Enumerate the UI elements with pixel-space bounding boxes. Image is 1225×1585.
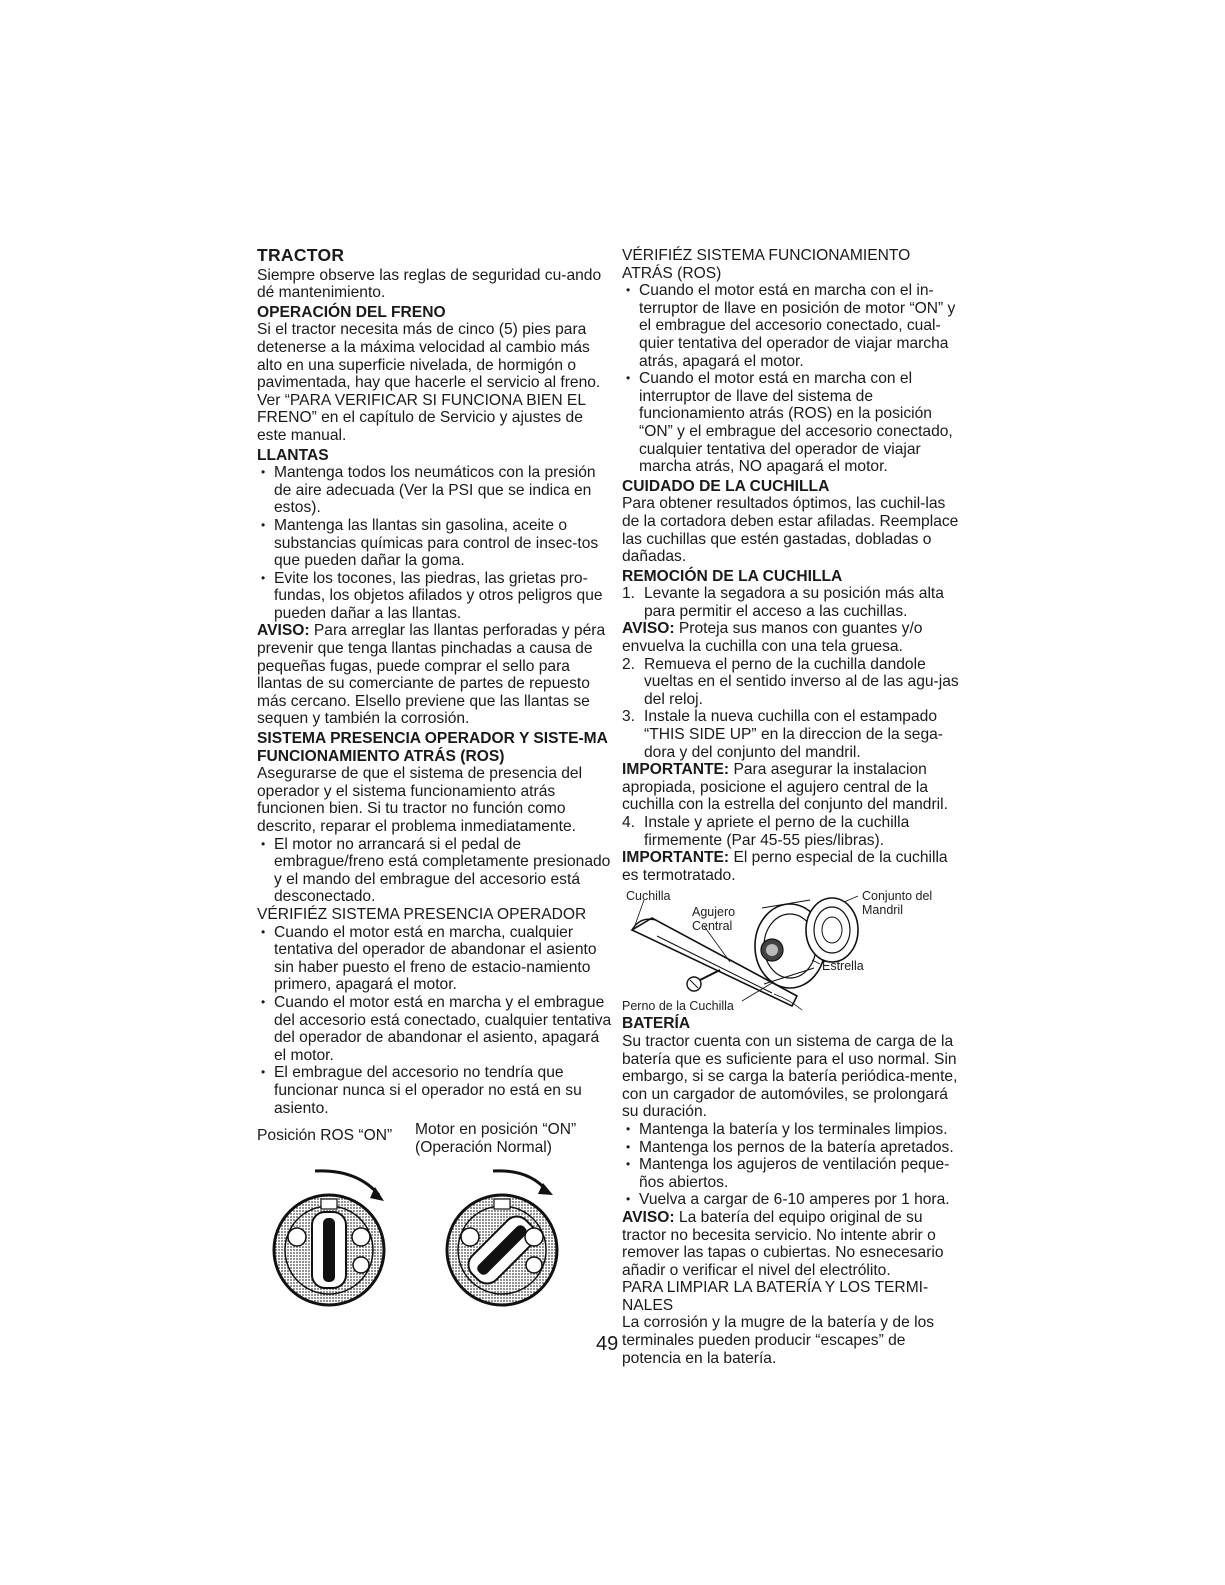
heading-cuidado-cuchilla: CUIDADO DE LA CUCHILLA [622,477,830,495]
list-item: • Cuando el motor está en marcha, cualquier tentativa del operador de abandonar el asiento sin haber puesto el freno de estacio-namiento primero, apagará el motor. [257,924,612,994]
caption-motor-line-2: (Operación Normal) [415,1138,552,1156]
caption-motor-line-1: Motor en posición “ON” [415,1121,577,1139]
list-item: • Cuando el motor está en marcha con el in-terruptor de llave en posición de motor “ON” y el embrague del accesorio conectado, cual-quier tentativa del operador de viajar marcha atrás, apagará el motor. [622,282,964,370]
ros-knob-icon [274,1171,384,1305]
list-item: 4. Instale y apriete el perno de la cuchilla firmemente (Par 45-55 pies/libras). [622,814,910,849]
label-agujero: Agujero [692,905,736,920]
list-item: 3. Instale la nueva cuchilla con el estampado “THIS SIDE UP” en la direccion de la sega-dora y del conjunto del mandril. [622,708,943,761]
bateria-text: Su tractor cuenta con un sistema de carga de la batería que es suficiente para el uso normal. Sin embargo, si se carga la batería periódica-mente, con un cargador de automóviles, se prolongará su duración. [622,1032,958,1121]
list-item: • Mantenga los pernos de la batería apretados. [622,1139,964,1157]
heading-llantas: LLANTAS [257,446,329,464]
importante-1 [622,761,964,814]
list-item: 2. Remueva el perno de la cuchilla dandole vueltas en el sentido inverso al de las agu-jas del reloj. [622,655,959,708]
bateria-list [622,1121,964,1209]
list-item: • Evite los tocones, las piedras, las grietas pro-fundas, los objetos afilados y otros peligros que pueden dañar a las llantas. [257,570,612,623]
sistema-list [257,836,612,906]
motor-knob-icon [447,1171,557,1305]
label-conjunto: Conjunto del [862,889,933,904]
label-central: Central [692,919,733,934]
remocion-aviso [622,620,964,655]
heading-operacion-freno: OPERACIÓN DEL FRENO [257,303,446,321]
caption-motor-on [415,1121,615,1156]
remocion-steps-a [622,585,964,620]
list-item: • Mantenga los agujeros de ventilación peque-ños abiertos. [622,1156,964,1191]
ignition-knob-figure [257,1165,612,1315]
ignition-knobs-illustration [257,1165,612,1315]
list-item: 1. Levante la segadora a su posición más alta para permitir el acceso a las cuchillas. [622,585,944,620]
aviso-label: AVISO: [257,622,310,640]
heading-bateria: BATERÍA [622,1015,691,1033]
remocion-steps-c [622,814,964,849]
bateria-aviso [622,1209,964,1279]
importante-label: IMPORTANTE: [622,849,730,867]
blade-diagram [622,888,964,1013]
list-item: • Mantenga las llantas sin gasolina, aceite o substancias químicas para control de insec-tos que pueden dañar la goma. [257,517,612,570]
heading-verifiez-operador: VÉRIFIÉZ SISTEMA PRESENCIA OPERADOR [257,905,587,923]
list-item: • Mantenga la batería y los terminales limpios. [622,1121,964,1139]
sistema-text: Asegurarse de que el sistema de presencia del operador y el sistema funcionamiento atrás funcionen bien. Si tu tractor no función como descrito, reparar el problema inmediatamente. [257,765,583,835]
list-item: • Cuando el motor está en marcha con el interruptor de llave del sistema de funcionamiento atrás (ROS) en la posición “ON” y el embrague del accesorio conectado, cualquier tentativa del operador de viajar marcha atrás, NO apagará el motor. [622,370,964,476]
figure-captions [257,1121,612,1159]
llantas-aviso [257,622,612,728]
heading-remocion-cuchilla: REMOCIÓN DE LA CUCHILLA [622,567,843,585]
list-item: • Vuelva a cargar de 6-10 amperes por 1 hora. [622,1191,964,1209]
list-item: • El embrague del accesorio no tendría que funcionar nunca si el operador no está en su asiento. [257,1064,612,1117]
heading-sistema-presencia: SISTEMA PRESENCIA OPERADOR Y SISTE-MA FUNCIONAMIENTO ATRÁS (ROS) [257,730,608,765]
aviso-text: Para arreglar las llantas perforadas y péra prevenir que tenga llantas pinchadas a causa de pequeñas fugas, puede comprar el sello para llantas de su comerciante de partes de repuesto más cercano. Elsello previene que las llantas se sequen y también la corrosión. [257,622,606,728]
heading-verifiez-ros: VÉRIFIÉZ SISTEMA FUNCIONAMIENTO ATRÁS (ROS) [622,247,911,282]
heading-limpiar-bateria: PARA LIMPIAR LA BATERÍA Y LOS TERMI-NALES [622,1279,929,1314]
label-mandril: Mandril [862,903,903,918]
intro-text: Siempre observe las reglas de seguridad cu-ando dé mantenimiento. [257,266,602,302]
label-cuchilla: Cuchilla [626,889,671,904]
importante-label: IMPORTANTE: [622,761,730,779]
list-item: • El motor no arrancará si el pedal de embrague/freno está completamente presionado y el mando del embrague del accesorio está desconectado. [257,836,612,906]
section-title-tractor: TRACTOR [257,245,345,265]
page-number: 49 [596,1333,619,1355]
aviso-text: Proteja sus manos con guantes y/o envuelva la cuchilla con una tela gruesa. [622,620,923,656]
verifiez-ros-list [622,282,964,476]
mandrel-icon [755,898,858,988]
aviso-text: La batería del equipo original de su tractor no becesita servicio. No intente abrir o remover las tapas o cubiertas. No esnecesario añadir o verificar el nivel del electrólito. [622,1208,944,1279]
importante-2 [622,849,964,884]
aviso-label: AVISO: [622,1208,675,1226]
aviso-label: AVISO: [622,620,675,638]
importante-text: Para asegurar la instalacion apropiada, posicione el agujero central de la cuchilla con la estrella del conjunto del mandril. [622,761,948,814]
remocion-steps-b [622,656,964,762]
left-column [257,247,612,1315]
list-item: • Cuando el motor está en marcha y el embrague del accesorio está conectado, cualquier tentativa del operador de abandonar el asiento, apagará el motor. [257,994,612,1064]
label-perno: Perno de la Cuchilla [622,999,734,1014]
blade-assembly-illustration [622,888,962,1013]
label-estrella: Estrella [822,959,864,974]
importante-text: El perno especial de la cuchilla es termotratado. [622,849,948,884]
cuidado-text: Para obtener resultados óptimos, las cuchil-las de la cortadora deben estar afiladas. Reemplace las cuchillas que estén gastadas, dobladas o dañadas. [622,495,959,566]
llantas-list [257,464,612,622]
list-item: • Mantenga todos los neumáticos con la presión de aire adecuada (Ver la PSI que se indica en estos). [257,464,612,517]
caption-ros-on: Posición ROS “ON” [257,1127,393,1145]
right-column [622,247,964,1367]
freno-text: Si el tractor necesita más de cinco (5) pies para detenerse a la máxima velocidad al cambio más alto en una superficie nivelada, de hormigón o pavimentada, hay que hacerle el servicio al freno. Ver “PARA VERIFICAR SI FUNCIONA BIEN EL FRENO” en el capítulo de Servicio y ajustes de este manual. [257,321,601,444]
bolt-icon [687,970,720,991]
verifiez-operador-list [257,924,612,1118]
limpiar-text: La corrosión y la mugre de la batería y de los terminales pueden producir “escapes” de potencia en la batería. [622,1314,935,1367]
